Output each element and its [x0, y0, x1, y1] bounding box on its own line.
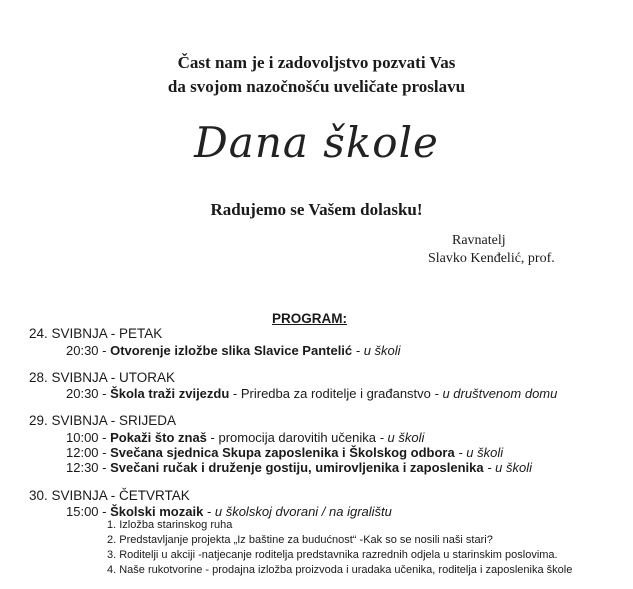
event-place: - u školi — [483, 460, 533, 475]
event-name: Pokaži što znaš — [110, 430, 207, 445]
program-day-date: 29. SVIBNJA - SRIJEDA — [29, 413, 177, 428]
event-time: 12:00 - — [66, 445, 111, 460]
event-place: - u školi — [352, 343, 401, 358]
program-subitem: 3. Roditelji u akciji -natjecanje roditelja predstavnika razrednih odjela u starinskim poslovima. — [107, 549, 558, 561]
event-name: Škola traži zvijezdu — [110, 386, 230, 401]
program-heading: PROGRAM: — [272, 311, 347, 326]
program-event — [66, 430, 424, 445]
event-name: Svečana sjednica Skupa zaposlenika i Školskog odbora — [110, 445, 455, 460]
program-event — [66, 386, 557, 401]
program-day-date: 28. SVIBNJA - UTORAK — [29, 370, 176, 385]
event-time: 12:30 - — [66, 460, 111, 475]
welcome-message: Radujemo se Vašem dolasku! — [210, 200, 423, 219]
program-subitem: 4. Naše rukotvorine - prodajna izložba proizvoda i uradaka učenika, roditelja i zaposlenika škole — [107, 564, 573, 576]
program-event — [66, 504, 392, 519]
event-name: Otvorenje izložbe slika Slavice Pantelić — [110, 343, 353, 358]
signature-role: Ravnatelj — [452, 233, 506, 248]
program-subitem: 1. Izložba starinskog ruha — [107, 519, 233, 531]
program-event — [66, 343, 401, 358]
event-name: Svečani ručak i druženje gostiju, umirovljenika i zaposlenika — [110, 460, 484, 475]
event-title: Dana škole — [194, 118, 439, 167]
program-day-date: 30. SVIBNJA - ČETVRTAK — [29, 488, 190, 503]
event-time: 10:00 - — [66, 430, 111, 445]
program-event — [66, 445, 503, 460]
event-desc: - promocija darovitih učenika — [206, 430, 376, 445]
event-place: - u školi — [375, 430, 425, 445]
invitation-line-2: da svojom nazočnošću uveličate proslavu — [167, 77, 466, 96]
program-day-date: 24. SVIBNJA - PETAK — [29, 326, 163, 341]
event-time: 20:30 - — [66, 343, 111, 358]
event-place: - u školskoj dvorani / na igralištu — [203, 504, 392, 519]
signature-name: Slavko Kenđelić, prof. — [428, 251, 555, 266]
event-name: Školski mozaik — [110, 504, 204, 519]
event-place: - u društvenom domu — [430, 386, 558, 401]
program-subitem: 2. Predstavljanje projekta „Iz baštine za budućnost“ -Kak so se nosili naši stari? — [107, 534, 493, 546]
event-time: 15:00 - — [66, 504, 111, 519]
event-time: 20:30 - — [66, 386, 111, 401]
event-place: - u školi — [454, 445, 504, 460]
program-event — [66, 460, 532, 475]
invitation-line-1: Čast nam je i zadovoljstvo pozvati Vas — [177, 53, 456, 72]
event-desc: - Priredba za roditelje i građanstvo — [229, 386, 431, 401]
